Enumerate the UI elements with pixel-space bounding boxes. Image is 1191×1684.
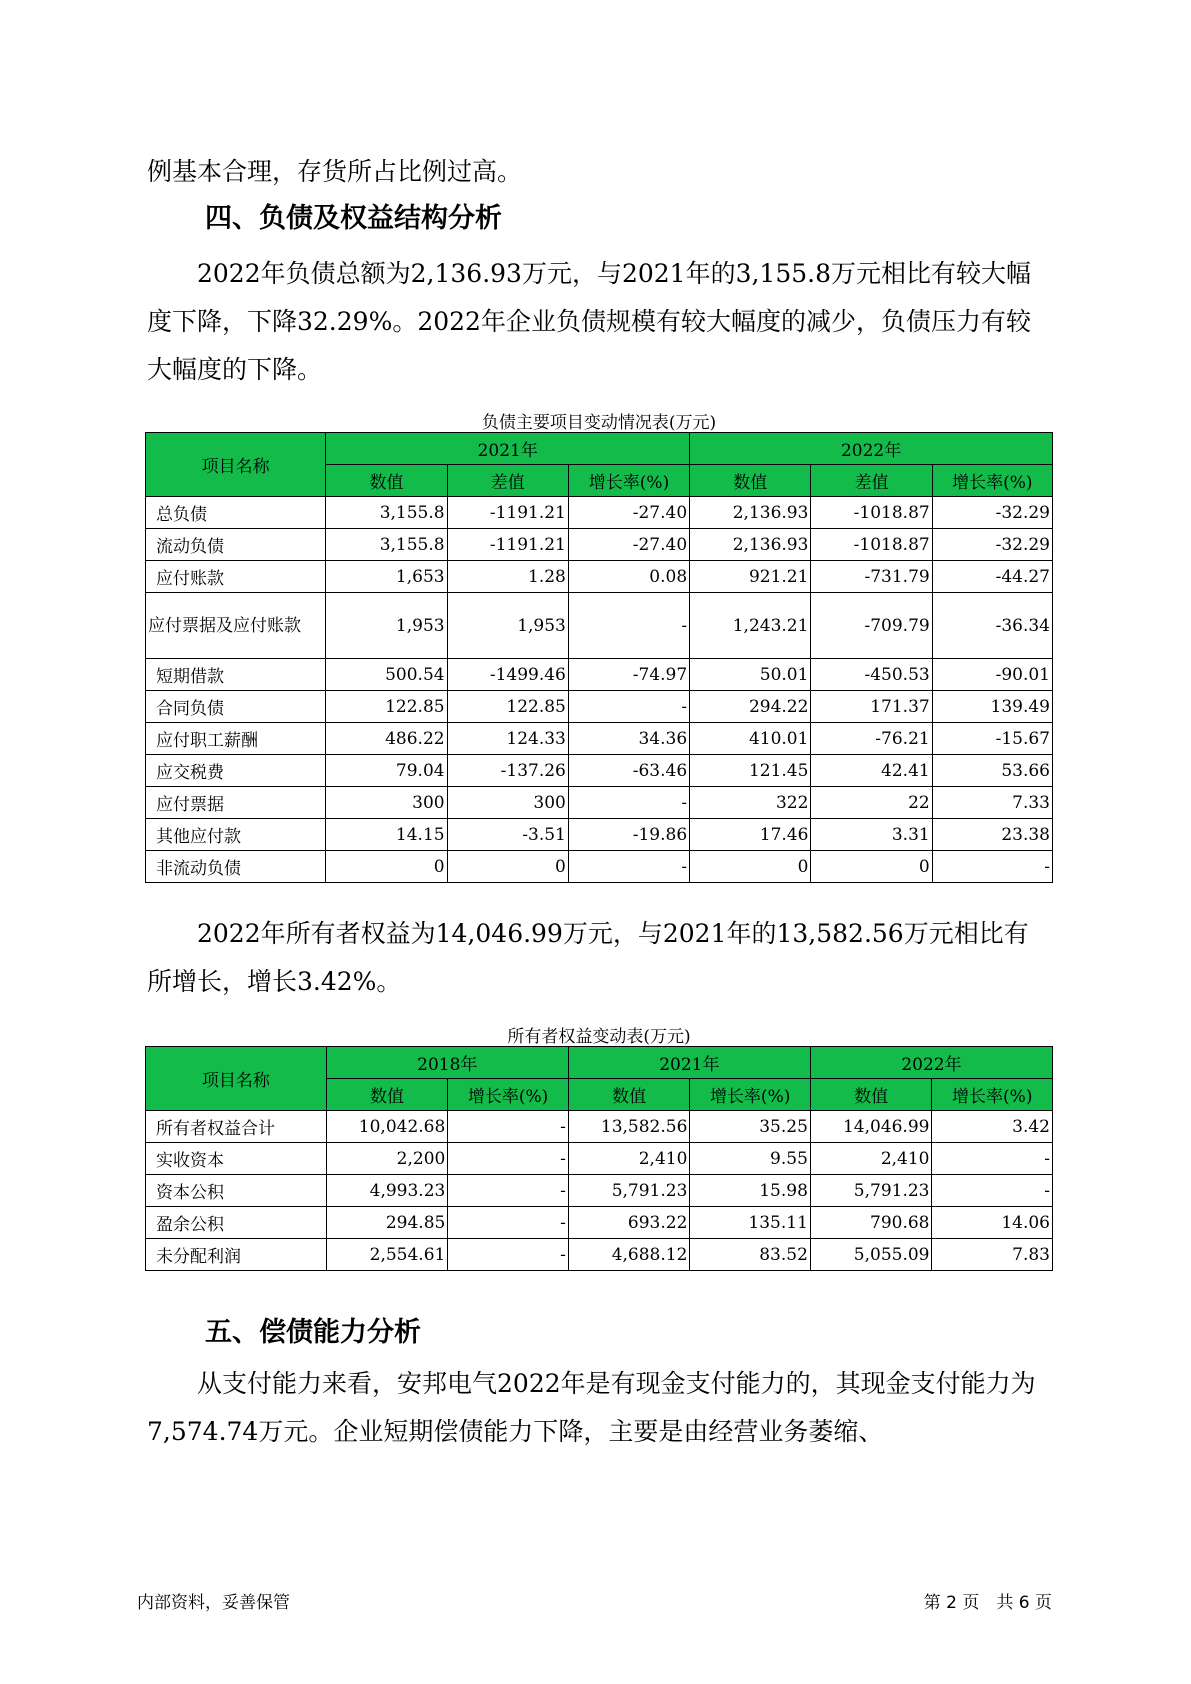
table-cell: 0 (447, 851, 568, 883)
table-cell: 0 (811, 851, 932, 883)
paragraph-continuation: 例基本合理，存货所占比例过高。 (147, 157, 523, 186)
row-label: 应付账款 (146, 561, 326, 593)
subheader-growth: 增长率(%) (932, 1079, 1053, 1111)
row-label: 总负债 (146, 497, 326, 529)
table-row (146, 529, 1053, 561)
table-cell: - (448, 1175, 569, 1207)
table-cell: 53.66 (932, 755, 1052, 787)
table-cell: -63.46 (568, 755, 689, 787)
row-label: 应付票据及应付账款 (146, 593, 326, 659)
table-cell: -1499.46 (447, 659, 568, 691)
table-cell: - (568, 851, 689, 883)
table-row (146, 593, 1053, 659)
table-cell: 34.36 (568, 723, 689, 755)
table-cell: 294.22 (690, 691, 811, 723)
table-row (146, 1111, 1053, 1143)
section-heading-5: 五、偿债能力分析 (205, 1317, 421, 1348)
subheader-value: 数值 (326, 465, 447, 497)
table-cell: 2,554.61 (326, 1239, 448, 1271)
table-cell: -1018.87 (811, 529, 932, 561)
row-label: 应付票据 (146, 787, 326, 819)
table-cell: -450.53 (811, 659, 932, 691)
table-cell: 14.06 (932, 1207, 1053, 1239)
table-cell: - (568, 593, 689, 659)
table-cell: 2,136.93 (690, 497, 811, 529)
table-cell: -76.21 (811, 723, 932, 755)
table-cell: -19.86 (568, 819, 689, 851)
table-cell: - (932, 851, 1052, 883)
table-cell: 4,993.23 (326, 1175, 448, 1207)
paragraph-equity: 2022年所有者权益为14,046.99万元，与2021年的13,582.56万元相比有所增长，增长3.42%。 (147, 919, 1029, 996)
table-cell: - (448, 1111, 569, 1143)
table-cell: - (448, 1239, 569, 1271)
table2-caption: 所有者权益变动表(万元) (507, 1027, 691, 1047)
table-cell: - (448, 1207, 569, 1239)
table-cell: 693.22 (568, 1207, 690, 1239)
table-cell: -32.29 (932, 529, 1052, 561)
table-row (146, 723, 1053, 755)
header-year-2021: 2021年 (326, 433, 690, 465)
row-label: 实收资本 (146, 1143, 327, 1175)
table-cell: 5,791.23 (568, 1175, 690, 1207)
table-cell: 50.01 (690, 659, 811, 691)
row-label: 应交税费 (146, 755, 326, 787)
table-cell: 1,653 (326, 561, 447, 593)
table-cell: -1191.21 (447, 497, 568, 529)
table-cell: 294.85 (326, 1207, 448, 1239)
table-cell: 3.31 (811, 819, 932, 851)
table-cell: 2,410 (810, 1143, 932, 1175)
equity-table (145, 1046, 1053, 1271)
table-cell: 14.15 (326, 819, 447, 851)
table-cell: - (448, 1143, 569, 1175)
subheader-growth: 增长率(%) (932, 465, 1052, 497)
table-row (146, 659, 1053, 691)
table-cell: - (568, 691, 689, 723)
table-cell: -3.51 (447, 819, 568, 851)
table-row (146, 787, 1053, 819)
row-label: 应付职工薪酬 (146, 723, 326, 755)
table-cell: 3,155.8 (326, 497, 447, 529)
table-cell: 5,055.09 (810, 1239, 932, 1271)
table-cell: -1191.21 (447, 529, 568, 561)
subheader-diff: 差值 (447, 465, 568, 497)
header-year-2021: 2021年 (568, 1047, 810, 1079)
table-row (146, 1239, 1053, 1271)
row-label: 资本公积 (146, 1175, 327, 1207)
table-cell: -15.67 (932, 723, 1052, 755)
subheader-value: 数值 (810, 1079, 932, 1111)
paragraph-solvency: 从支付能力来看，安邦电气2022年是有现金支付能力的，其现金支付能力为7,574.74万元。企业短期偿债能力下降，主要是由经营业务萎缩、 (147, 1369, 1036, 1446)
table-cell: 7.33 (932, 787, 1052, 819)
table-cell: -32.29 (932, 497, 1052, 529)
table-cell: 35.25 (690, 1111, 811, 1143)
subheader-growth: 增长率(%) (690, 1079, 811, 1111)
table-cell: 410.01 (690, 723, 811, 755)
table-cell: 486.22 (326, 723, 447, 755)
row-label: 所有者权益合计 (146, 1111, 327, 1143)
table-cell: - (932, 1175, 1053, 1207)
table-cell: 0 (690, 851, 811, 883)
header-item-name: 项目名称 (146, 433, 326, 497)
table-cell: 22 (811, 787, 932, 819)
table-cell: -27.40 (568, 497, 689, 529)
table-cell: - (568, 787, 689, 819)
table-row (146, 1207, 1053, 1239)
table-cell: 500.54 (326, 659, 447, 691)
subheader-growth: 增长率(%) (568, 465, 689, 497)
table-cell: -137.26 (447, 755, 568, 787)
table-cell: 121.45 (690, 755, 811, 787)
subheader-value: 数值 (326, 1079, 448, 1111)
table-row (146, 755, 1053, 787)
row-label: 盈余公积 (146, 1207, 327, 1239)
equity-table-body (146, 1111, 1053, 1271)
table-cell: 790.68 (810, 1207, 932, 1239)
table-cell: 2,136.93 (690, 529, 811, 561)
row-label: 非流动负债 (146, 851, 326, 883)
row-label: 未分配利润 (146, 1239, 327, 1271)
subheader-value: 数值 (568, 1079, 690, 1111)
table-cell: 1,953 (326, 593, 447, 659)
table-cell: 3.42 (932, 1111, 1053, 1143)
table-cell: -731.79 (811, 561, 932, 593)
liabilities-table-body (146, 497, 1053, 883)
subheader-value: 数值 (690, 465, 811, 497)
row-label: 合同负债 (146, 691, 326, 723)
subheader-growth: 增长率(%) (448, 1079, 569, 1111)
table-cell: 15.98 (690, 1175, 811, 1207)
table-cell: 322 (690, 787, 811, 819)
table-cell: 300 (447, 787, 568, 819)
row-label: 短期借款 (146, 659, 326, 691)
table-cell: 2,200 (326, 1143, 448, 1175)
footer-page-number: 第 2 页 共 6 页 (923, 1593, 1052, 1613)
table-cell: -90.01 (932, 659, 1052, 691)
table-cell: 1,243.21 (690, 593, 811, 659)
table-cell: 10,042.68 (326, 1111, 448, 1143)
table-cell: 1.28 (447, 561, 568, 593)
table-cell: 3,155.8 (326, 529, 447, 561)
table-cell: 7.83 (932, 1239, 1053, 1271)
table-cell: 124.33 (447, 723, 568, 755)
table-cell: 79.04 (326, 755, 447, 787)
table-row (146, 691, 1053, 723)
section-heading-4: 四、负债及权益结构分析 (205, 203, 502, 234)
table-cell: 122.85 (326, 691, 447, 723)
table-cell: -1018.87 (811, 497, 932, 529)
table-cell: 17.46 (690, 819, 811, 851)
table-cell: -74.97 (568, 659, 689, 691)
table-cell: -44.27 (932, 561, 1052, 593)
table-row (146, 1143, 1053, 1175)
table-cell: 13,582.56 (568, 1111, 690, 1143)
table-cell: -27.40 (568, 529, 689, 561)
table-row (146, 1175, 1053, 1207)
table1-caption: 负债主要项目变动情况表(万元) (481, 413, 717, 433)
table-cell: 5,791.23 (810, 1175, 932, 1207)
table-row (146, 561, 1053, 593)
subheader-diff: 差值 (811, 465, 932, 497)
table-cell: 4,688.12 (568, 1239, 690, 1271)
table-cell: 1,953 (447, 593, 568, 659)
table-cell: 300 (326, 787, 447, 819)
header-year-2022: 2022年 (690, 433, 1053, 465)
table-cell: 139.49 (932, 691, 1052, 723)
table-cell: 0 (326, 851, 447, 883)
paragraph-liabilities: 2022年负债总额为2,136.93万元，与2021年的3,155.8万元相比有较大幅度下降，下降32.29%。2022年企业负债规模有较大幅度的减少，负债压力有较大幅度的下降。 (147, 259, 1031, 384)
table-cell: 171.37 (811, 691, 932, 723)
header-item-name: 项目名称 (146, 1047, 327, 1111)
table-cell: 9.55 (690, 1143, 811, 1175)
table-cell: -36.34 (932, 593, 1052, 659)
table-cell: - (932, 1143, 1053, 1175)
table-cell: -709.79 (811, 593, 932, 659)
table-row (146, 819, 1053, 851)
header-year-2022: 2022年 (810, 1047, 1052, 1079)
table-row (146, 497, 1053, 529)
table-cell: 0.08 (568, 561, 689, 593)
table-cell: 135.11 (690, 1207, 811, 1239)
footer-confidential: 内部资料，妥善保管 (137, 1593, 290, 1613)
row-label: 流动负债 (146, 529, 326, 561)
table-cell: 14,046.99 (810, 1111, 932, 1143)
table-cell: 83.52 (690, 1239, 811, 1271)
table-cell: 23.38 (932, 819, 1052, 851)
table-cell: 921.21 (690, 561, 811, 593)
table-cell: 2,410 (568, 1143, 690, 1175)
header-year-2018: 2018年 (326, 1047, 568, 1079)
table-row (146, 851, 1053, 883)
row-label: 其他应付款 (146, 819, 326, 851)
table-cell: 42.41 (811, 755, 932, 787)
liabilities-table (145, 432, 1053, 883)
table-cell: 122.85 (447, 691, 568, 723)
